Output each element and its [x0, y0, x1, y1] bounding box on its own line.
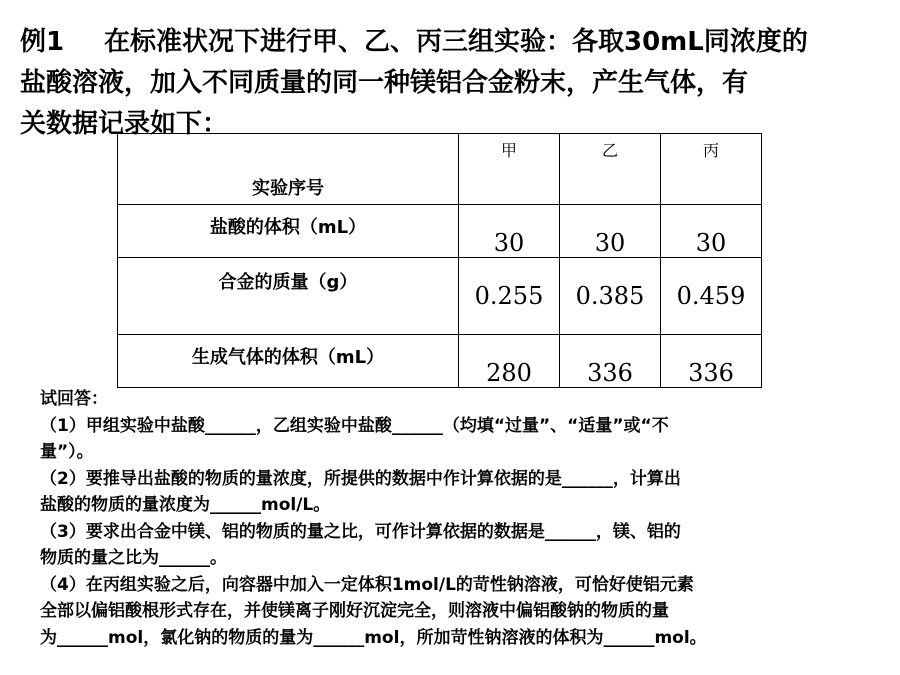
question-line: 物质的量之比为______。: [40, 548, 227, 568]
questions-heading: 试回答：: [40, 389, 108, 409]
question-line: 量”）。: [40, 442, 94, 462]
table-cell: 30: [560, 205, 661, 258]
table-cell: 30: [459, 205, 560, 258]
question-line: （1）甲组实验中盐酸______，乙组实验中盐酸______（均填“过量”、“适量”或“不: [40, 415, 669, 436]
table-header-row: [118, 134, 762, 205]
questions-section: [40, 386, 892, 651]
table-cell: 0.459: [661, 258, 762, 335]
intro-line-1: [20, 22, 890, 63]
column-header-yi: 乙: [560, 134, 661, 205]
table-cell: 336: [560, 335, 661, 388]
corner-label: 实验序号: [118, 134, 459, 205]
table-cell: 280: [459, 335, 560, 388]
example-label: 例1: [20, 27, 65, 57]
table-cell: 30: [661, 205, 762, 258]
problem-intro: [20, 22, 890, 145]
question-line: （2）要推导出盐酸的物质的量浓度，所提供的数据中作计算依据的是______，计算出: [40, 468, 681, 489]
row-label-gas-volume: 生成气体的体积（mL）: [118, 335, 459, 388]
column-header-jia: 甲: [459, 134, 560, 205]
table-cell: 0.255: [459, 258, 560, 335]
intro-line-1-text: 在标准状况下进行甲、乙、丙三组实验：各取30mL同浓度的: [104, 27, 808, 57]
question-line: 全部以偏铝酸根形式存在，并使镁离子刚好沉淀完全，则溶液中偏铝酸钠的物质的量: [40, 601, 669, 621]
table-row: [118, 335, 762, 388]
row-label-acid-volume: 盐酸的体积（mL）: [118, 205, 459, 258]
column-header-bing: 丙: [661, 134, 762, 205]
experiment-data-table: [117, 133, 762, 388]
table-cell: 0.385: [560, 258, 661, 335]
table-cell: 336: [661, 335, 762, 388]
question-line: （3）要求出合金中镁、铝的物质的量之比，可作计算依据的数据是______，镁、铝的: [40, 521, 681, 542]
question-line: 盐酸的物质的量浓度为______mol/L。: [40, 495, 331, 515]
intro-line-3: 关数据记录如下：: [20, 109, 229, 139]
question-line: （4）在丙组实验之后，向容器中加入一定体积1mol/L的苛性钠溶液，可恰好使铝元素: [40, 574, 694, 595]
row-label-alloy-mass: 合金的质量（g）: [118, 258, 459, 335]
question-line: 为______mol，氯化钠的物质的量为______mol，所加苛性钠溶液的体积为______mol。: [40, 627, 707, 648]
table-row: [118, 205, 762, 258]
table-row: [118, 258, 762, 335]
intro-line-2: 盐酸溶液，加入不同质量的同一种镁铝合金粉末，产生气体，有: [20, 68, 749, 98]
